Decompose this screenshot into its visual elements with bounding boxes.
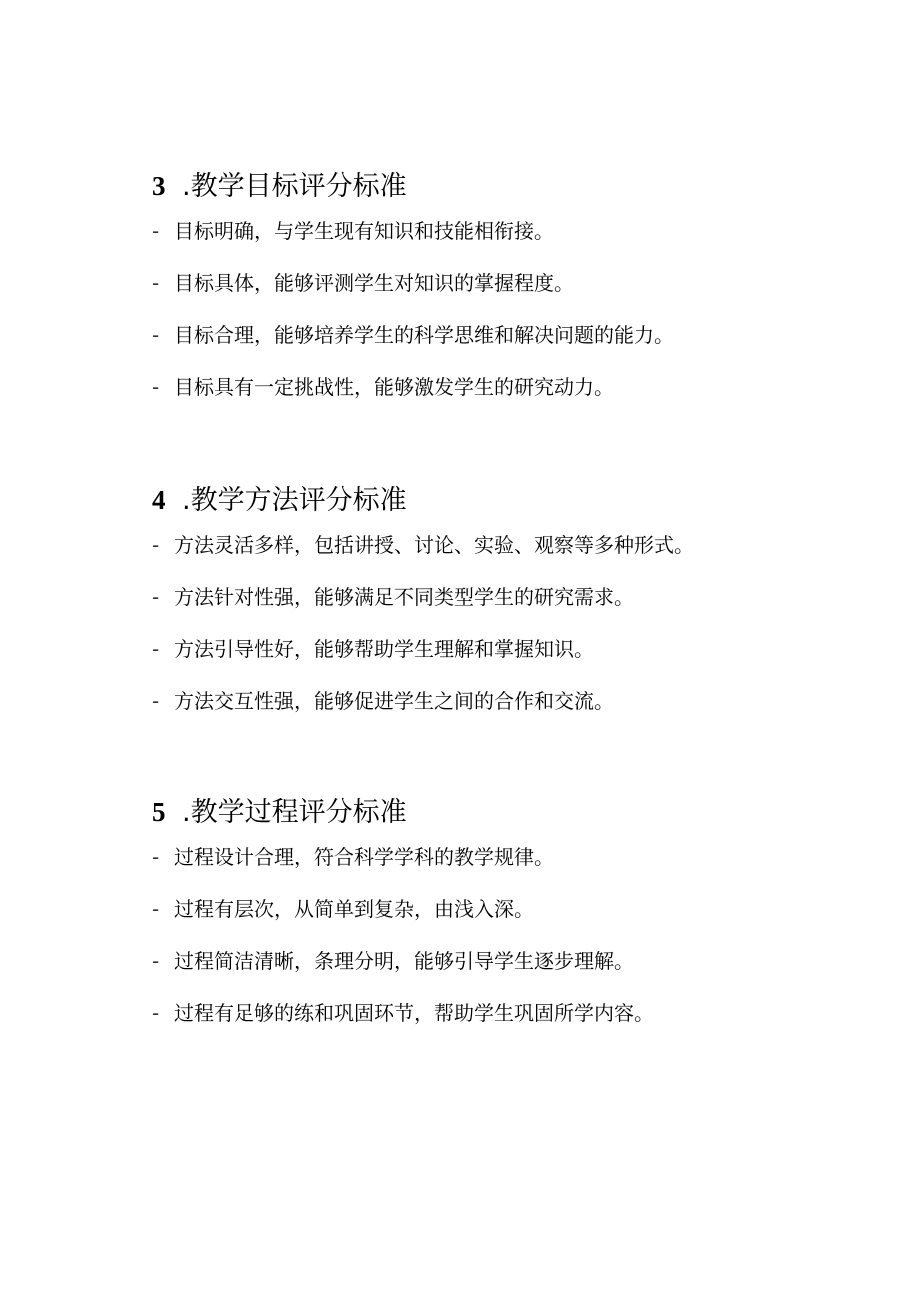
- bullet-dash: -: [152, 375, 160, 399]
- section-number: 5: [152, 797, 166, 827]
- bullet-dash: -: [152, 845, 160, 869]
- criteria-list: [152, 530, 892, 716]
- list-item: [152, 320, 892, 350]
- section-number: 4: [152, 485, 166, 515]
- section-number: 3: [152, 171, 166, 201]
- section-teaching-objectives: [152, 166, 892, 424]
- list-item-text: 目标具体，能够评测学生对知识的掌握程度。: [174, 271, 574, 295]
- list-item-text: 方法交互性强，能够促进学生之间的合作和交流。: [174, 689, 614, 713]
- bullet-dash: -: [152, 897, 160, 921]
- list-item-text: 过程设计合理，符合科学学科的教学规律。: [174, 845, 554, 869]
- criteria-list: [152, 216, 892, 402]
- section-heading: [152, 792, 892, 832]
- list-item-text: 目标具有一定挑战性，能够激发学生的研究动力。: [174, 375, 614, 399]
- bullet-dash: -: [152, 949, 160, 973]
- list-item-text: 目标明确，与学生现有知识和技能相衔接。: [174, 219, 554, 243]
- criteria-list: [152, 842, 892, 1028]
- list-item-text: 过程简洁清晰，条理分明，能够引导学生逐步理解。: [174, 949, 634, 973]
- bullet-dash: -: [152, 585, 160, 609]
- section-teaching-process: [152, 792, 892, 1050]
- list-item: [152, 268, 892, 298]
- section-title: .教学目标评分标准: [182, 171, 407, 202]
- bullet-dash: -: [152, 533, 160, 557]
- list-item: [152, 372, 892, 402]
- list-item: [152, 894, 892, 924]
- list-item: [152, 686, 892, 716]
- bullet-dash: -: [152, 219, 160, 243]
- list-item: [152, 842, 892, 872]
- list-item: [152, 998, 892, 1028]
- list-item-text: 方法针对性强，能够满足不同类型学生的研究需求。: [174, 585, 634, 609]
- section-heading: [152, 166, 892, 206]
- bullet-dash: -: [152, 271, 160, 295]
- section-title: .教学过程评分标准: [182, 797, 407, 828]
- list-item-text: 方法引导性好，能够帮助学生理解和掌握知识。: [174, 637, 594, 661]
- bullet-dash: -: [152, 689, 160, 713]
- list-item: [152, 634, 892, 664]
- list-item-text: 过程有层次，从简单到复杂，由浅入深。: [174, 897, 534, 921]
- section-title: .教学方法评分标准: [182, 485, 407, 516]
- list-item: [152, 530, 892, 560]
- bullet-dash: -: [152, 323, 160, 347]
- list-item: [152, 216, 892, 246]
- section-teaching-methods: [152, 480, 892, 738]
- list-item-text: 方法灵活多样，包括讲授、讨论、实验、观察等多种形式。: [174, 533, 694, 557]
- list-item-text: 目标合理，能够培养学生的科学思维和解决问题的能力。: [174, 323, 674, 347]
- bullet-dash: -: [152, 1001, 160, 1025]
- list-item-text: 过程有足够的练和巩固环节，帮助学生巩固所学内容。: [174, 1001, 654, 1025]
- list-item: [152, 946, 892, 976]
- list-item: [152, 582, 892, 612]
- section-heading: [152, 480, 892, 520]
- bullet-dash: -: [152, 637, 160, 661]
